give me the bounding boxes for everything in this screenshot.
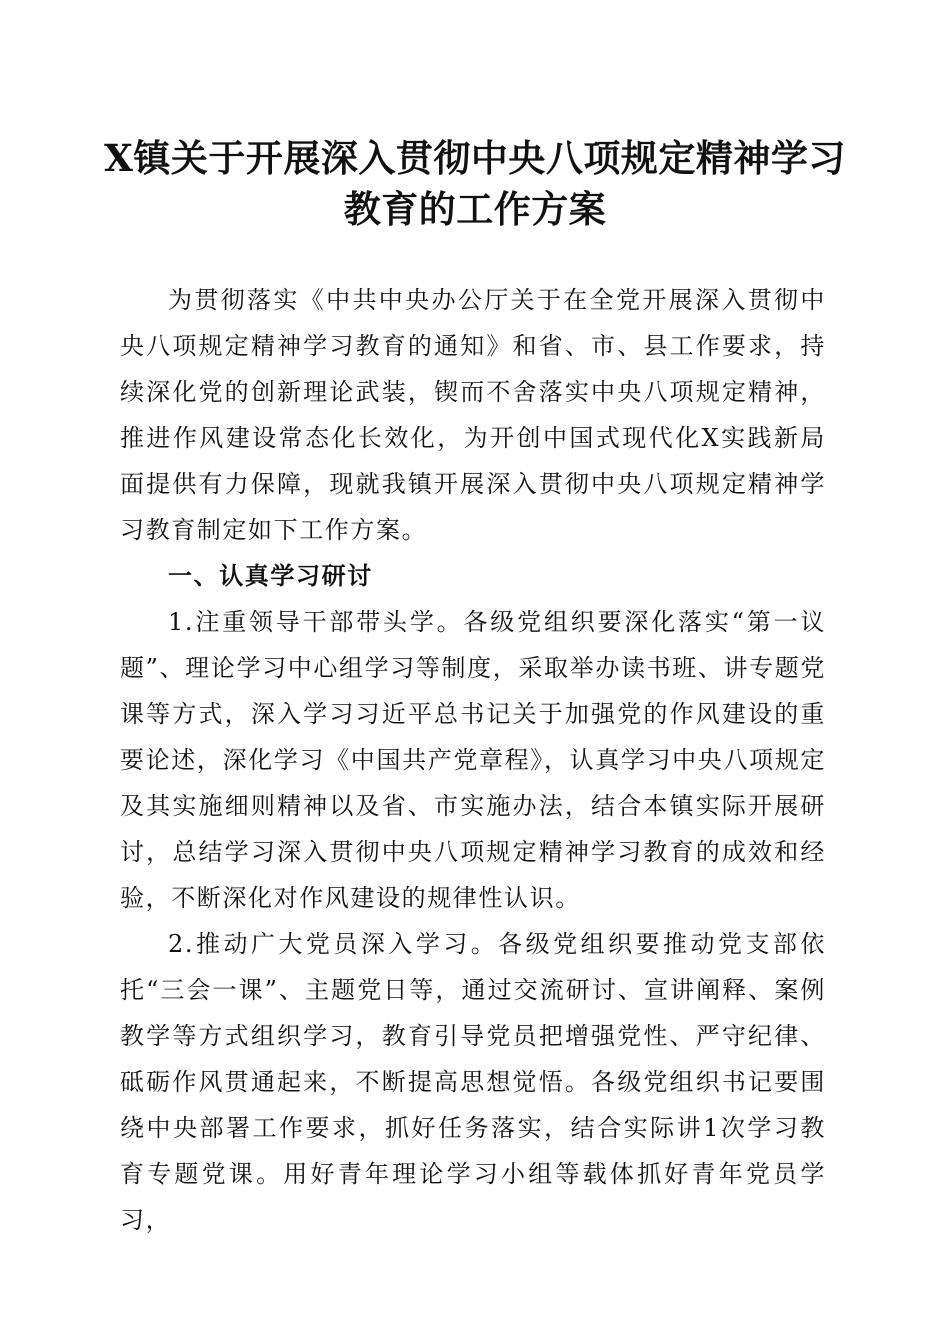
intro-paragraph: 为贯彻落实《中共中央办公厅关于在全党开展深入贯彻中央八项规定精神学习教育的通知》和省、市、县工作要求，持续深化党的创新理论武装，锲而不舍落实中央八项规定精神，推进作风建设常态化长效化，为开创中国式现代化X实践新局面提供有力保障，现就我镇开展深入贯彻中央八项规定精神学习教育制定如下工作方案。	[120, 286, 826, 544]
section-heading: 一、认真学习研讨	[168, 562, 373, 590]
item-paragraph-1: 1.注重领导干部带头学。各级党组织要深化落实“第一议题”、理论学习中心组学习等制度，采取举办读书班、讲专题党课等方式，深入学习习近平总书记关于加强党的作风建设的重要论述，深化学习《中国共产党章程》，认真学习中央八项规定及其实施细则精神以及省、市实施办法，结合本镇实际开展研讨，总结学习深入贯彻中央八项规定精神学习教育的成效和经验，不断深化对作风建设的规律性认识。	[120, 608, 826, 912]
title-line-1: X镇关于开展深入贯彻中央八项规定精神学习	[104, 136, 846, 180]
document-title	[100, 133, 850, 235]
item-paragraph-2: 2.推动广大党员深入学习。各级党组织要推动党支部依托“三会一课”、主题党日等，通过交流研讨、宣讲阐释、案例教学等方式组织学习，教育引导党员把增强党性、严守纪律、砥砺作风贯通起来，不断提高思想觉悟。各级党组织书记要围绕中央部署工作要求，抓好任务落实，结合实际讲1次学习教育专题党课。用好青年理论学习小组等载体抓好青年党员学习，	[120, 930, 826, 1234]
document-body	[120, 277, 826, 1243]
title-line-2: 教育的工作方案	[343, 187, 607, 231]
